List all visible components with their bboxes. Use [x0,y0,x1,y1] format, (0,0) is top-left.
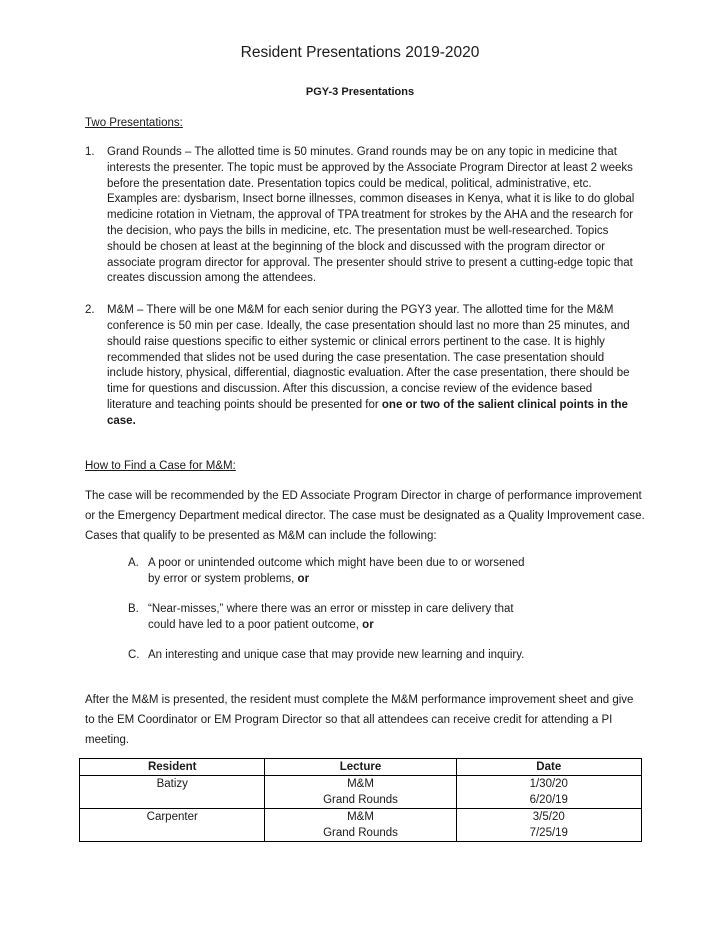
table-row [80,809,642,826]
table-header-row [80,759,642,776]
list-item [128,647,528,663]
cell-resident: Carpenter [80,809,265,826]
list-item-grand-rounds [85,145,640,287]
cell-lecture: Grand Rounds [265,825,456,842]
cell-resident: Batizy [80,776,265,793]
find-case-heading: How to Find a Case for M&M: [85,460,236,472]
column-header-date: Date [456,759,641,776]
list-item [128,555,528,587]
cell-resident [80,792,265,809]
list-item-text: An interesting and unique case that may provide new learning and inquiry. [148,649,525,661]
table-row [80,792,642,809]
two-presentations-heading: Two Presentations: [85,117,183,129]
page-subtitle: PGY-3 Presentations [305,86,415,98]
list-item [128,601,528,633]
cell-date: 1/30/20 [456,776,641,793]
cell-resident [80,825,265,842]
presentation-list [85,145,640,430]
column-header-lecture: Lecture [265,759,456,776]
list-item-bold-text: or [362,619,374,631]
page-title: Resident Presentations 2019-2020 [240,44,480,61]
list-number: 2. [85,304,95,317]
find-case-intro: The case will be recommended by the ED Associate Program Director in charge of performance improvement or the Emergency Department medical director. The case must be designated as a Quality Improvement case. Cases that qualify to be presented as M&M can include the following: [85,490,645,542]
list-number: 1. [85,146,95,158]
column-header-resident: Resident [80,759,265,776]
list-item-mm [85,303,640,429]
cell-date: 3/5/20 [456,809,641,826]
qualifying-cases-list [128,555,528,663]
list-item-text: “Near-misses,” where there was an error or misstep in care delivery that could have led to a poor patient outcome, [148,603,514,631]
list-item-bold-text: one or two of the salient clinical points in the case. [107,398,628,427]
cell-lecture: Grand Rounds [265,792,456,809]
table-row [80,776,642,793]
table-row [80,825,642,842]
cell-lecture: M&M [265,809,456,826]
list-letter: B. [128,603,139,615]
closing-paragraph: After the M&M is presented, the resident must complete the M&M performance improvement sheet and give to the EM Coordinator or EM Program Director so that all attendees can receive credit for attending a PI meeting. [85,694,634,746]
list-item-text: Grand Rounds – The allotted time is 50 minutes. Grand rounds may be on any topic in medicine that interests the presenter. The topic must be approved by the Associate Program Director at least 2 weeks before the presentation date. Presentation topics could be medical, political, administrative, etc. Examples are: dysbarism, Insect borne illnesses, common diseases in Kenya, what it is like to do global medicine rotation in Vietnam, the approval of TPA treatment for strokes by the AHA and the research for the decision, who pays the bills in medicine, etc. The presentation must be well-researched. Topics should be chosen at least at the beginning of the block and discussed with the program director or associate program director for approval. The presenter should strive to present a cutting-edge topic that creates discussion among the attendees. [107,146,635,285]
list-letter: A. [128,557,139,569]
cell-date: 6/20/19 [456,792,641,809]
cell-lecture: M&M [265,776,456,793]
list-item-bold-text: or [297,573,310,585]
cell-date: 7/25/19 [456,825,641,842]
list-item-text: A poor or unintended outcome which might have been due to or worsened by error or system problems, [148,557,525,585]
list-letter: C. [128,649,140,661]
list-item-text: M&M – There will be one M&M for each senior during the PGY3 year. The allotted time for the M&M conference is 50 min per case. Ideally, the case presentation should last no more than 25 minutes, and should raise questions specific to either systemic or clinical errors pertinent to the case. It is highly recommended that slides not be used during the case presentation. The case presentation should include history, physical, differential, diagnostic evaluation. After the case presentation, there should be time for questions and discussion. After this discussion, a concise review of the evidence based literature and teaching points should be presented for [107,304,630,411]
presentation-schedule-table [79,758,642,842]
